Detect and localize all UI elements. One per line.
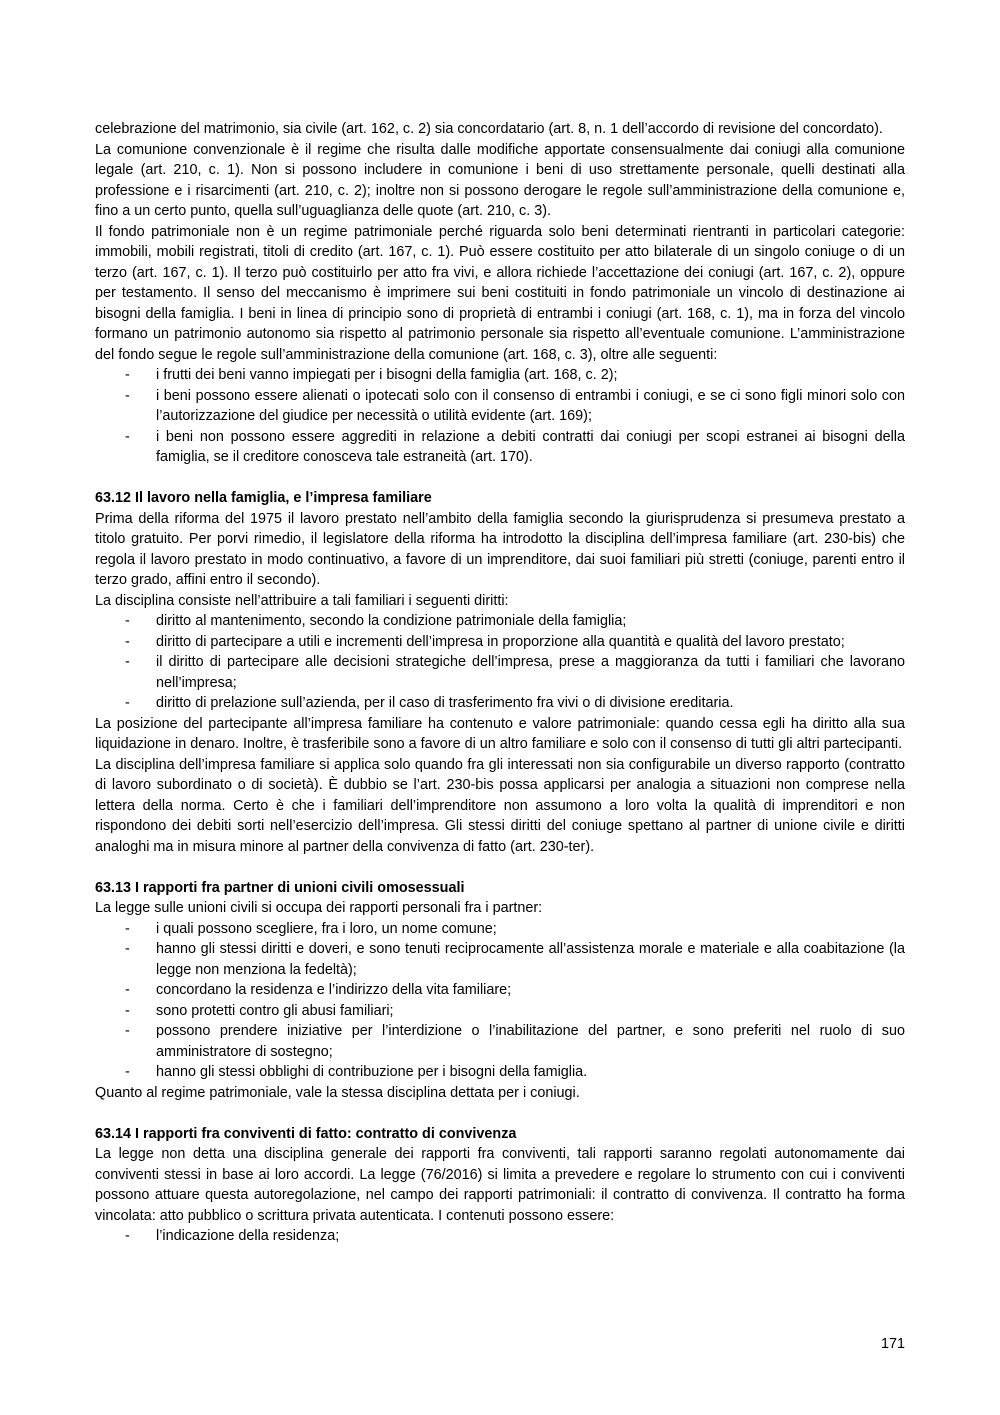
paragraph: La legge sulle unioni civili si occupa dei rapporti personali fra i partner: <box>95 900 543 916</box>
list-item-text: concordano la residenza e l’indirizzo della vita familiare; <box>156 982 512 998</box>
list-item-text: diritto di partecipare a utili e incrementi dell’impresa in proporzione alla quantità e qualità del lavoro prestato; <box>156 633 845 650</box>
bullet-list <box>95 365 905 468</box>
list-item-text: i beni possono essere alienati o ipotecati solo con il consenso di entrambi i coniugi, e se ci sono figli minori solo con l’autorizzazione del giudice per necessità o utilità evidente (art. 169); <box>156 387 905 424</box>
bullet-dash: - <box>125 982 130 998</box>
section-heading: 63.12 Il lavoro nella famiglia, e l’impresa familiare <box>95 490 432 506</box>
list-item-text: sono protetti contro gli abusi familiari; <box>156 1002 394 1019</box>
page-number: 171 <box>880 1336 905 1352</box>
paragraph: La disciplina consiste nell’attribuire a tali familiari i seguenti diritti: <box>95 592 509 609</box>
list-item <box>95 1226 905 1247</box>
list-item-text: i quali possono scegliere, fra i loro, un nome comune; <box>156 920 497 937</box>
list-item-text: i beni non possono essere aggrediti in relazione a debiti contratti dai coniugi per scopi estranei ai bisogni della famiglia, se il creditore conosceva tale estraneità (art. 170). <box>156 428 905 465</box>
list-item-text: possono prendere iniziative per l’interdizione o l’inabilitazione del partner, e sono preferiti nel ruolo di suo amministratore di sostegno; <box>156 1023 905 1060</box>
bullet-dash: - <box>125 1228 130 1244</box>
bullet-dash: - <box>125 1064 130 1080</box>
list-item-text: i frutti dei beni vanno impiegati per i bisogni della famiglia (art. 168, c. 2); <box>156 367 618 383</box>
paragraph: Quanto al regime patrimoniale, vale la stessa disciplina dettata per i coniugi. <box>95 1084 580 1101</box>
list-item <box>95 1062 905 1083</box>
paragraph: Il fondo patrimoniale non è un regime patrimoniale perché riguarda solo beni determinati rientranti in particolari categorie: immobili, mobili registrati, titoli di credito (art. 167, c. 1). Può essere costituito per atto bilaterale di un singolo coniuge o di un terzo (art. 167, c. 1). Il terzo può costituirlo per atto fra vivi, e allora richiede l’accettazione dei coniugi (art. 167, c. 2), oppure per testamento. Il senso del meccanismo è imprimere sui beni costituiti in fondo patrimoniale un vincolo di destinazione ai bisogni della famiglia. I beni in linea di principio sono di proprietà di entrambi i coniugi (art. 168, c. 1), ma in forza del vincolo formano un patrimonio autonomo sia rispetto al patrimonio personale sia rispetto all’eventuale comunione. L’amministrazione del fondo segue le regole sull’amministrazione della comunione (art. 168, c. 3), oltre alle seguenti: <box>95 223 905 363</box>
bullet-list <box>95 611 905 714</box>
list-item <box>95 1001 905 1022</box>
list-item-text: diritto al mantenimento, secondo la condizione patrimoniale della famiglia; <box>156 613 627 629</box>
list-item-text: l’indicazione della residenza; <box>156 1228 340 1244</box>
list-item <box>95 652 905 693</box>
bullet-dash: - <box>125 1023 130 1039</box>
bullet-dash: - <box>125 654 130 670</box>
bullet-dash: - <box>125 387 130 404</box>
list-item <box>95 980 905 1001</box>
list-item <box>95 919 905 940</box>
list-item <box>95 427 905 468</box>
bullet-dash: - <box>125 613 130 629</box>
bullet-dash: - <box>125 1002 130 1019</box>
list-item <box>95 611 905 632</box>
bullet-dash: - <box>125 367 130 383</box>
list-item <box>95 693 905 714</box>
bullet-dash: - <box>125 633 130 650</box>
bullet-dash: - <box>125 941 130 957</box>
list-item <box>95 365 905 386</box>
document-page <box>95 119 905 1247</box>
paragraph: Prima della riforma del 1975 il lavoro prestato nell’ambito della famiglia secondo la giurisprudenza si presumeva prestato a titolo gratuito. Per porvi rimedio, il legislatore della riforma ha introdotto la disciplina dell’impresa familiare (art. 230-bis) che regola il lavoro prestato in modo continuativo, a favore di un imprenditore, dai suoi familiari più stretti (coniuge, parenti entro il terzo grado, affini entro il secondo). <box>95 510 905 588</box>
list-item <box>95 386 905 427</box>
list-item-text: diritto di prelazione sull’azienda, per il caso di trasferimento fra vivi o di divisione ereditaria. <box>156 695 734 711</box>
list-item <box>95 939 905 980</box>
paragraph: La disciplina dell’impresa familiare si applica solo quando fra gli interessati non sia configurabile un diverso rapporto (contratto di lavoro subordinato o di società). È dubbio se l’art. 230-bis possa applicarsi per analogia a situazioni non comprese nella lettera della norma. Certo è che i familiari dell’imprenditore non assumono a loro volta la qualità di imprenditori e non rispondono dei debiti sorti nell’esercizio dell’impresa. Gli stessi diritti del coniuge spettano al partner di unione civile e diritti analoghi ma in misura minore al partner della convivenza di fatto (art. 230-ter). <box>95 756 905 855</box>
list-item-text: hanno gli stessi obblighi di contribuzione per i bisogni della famiglia. <box>156 1064 588 1080</box>
paragraph: La legge non detta una disciplina generale dei rapporti fra conviventi, tali rapporti saranno regolati autonomamente dai conviventi stessi in base ai loro accordi. La legge (76/2016) si limita a prevedere e regolare lo strumento con cui i conviventi possono attuare questa autoregolazione, nel campo dei rapporti patrimoniali: il contratto di convivenza. Il contratto ha forma vincolata: atto pubblico o scrittura privata autenticata. I contenuti possono essere: <box>95 1146 905 1224</box>
bullet-dash: - <box>125 695 130 711</box>
bullet-dash: - <box>125 920 130 937</box>
paragraph: celebrazione del matrimonio, sia civile (art. 162, c. 2) sia concordatario (art. 8, n. 1 dell’accordo di revisione del concordato). <box>95 121 883 137</box>
section-heading: 63.13 I rapporti fra partner di unioni civili omosessuali <box>95 879 465 896</box>
bullet-dash: - <box>125 428 130 445</box>
list-item <box>95 1021 905 1062</box>
paragraph: La posizione del partecipante all’impresa familiare ha contenuto e valore patrimoniale: quando cessa egli ha diritto alla sua liquidazione in denaro. Inoltre, è trasferibile sono a favore di un altro familiare e solo con il consenso di tutti gli altri partecipanti. <box>95 715 905 752</box>
list-item-text: il diritto di partecipare alle decisioni strategiche dell’impresa, prese a maggioranza da tutti i familiari che lavorano nell’impresa; <box>156 654 905 691</box>
bullet-list <box>95 1226 905 1247</box>
list-item-text: hanno gli stessi diritti e doveri, e sono tenuti reciprocamente all’assistenza morale e materiale e alla coabitazione (la legge non menziona la fedeltà); <box>156 941 905 978</box>
bullet-list <box>95 919 905 1083</box>
list-item <box>95 632 905 653</box>
paragraph: La comunione convenzionale è il regime che risulta dalle modifiche apportate consensualmente dai coniugi alla comunione legale (art. 210, c. 1). Non si possono includere in comunione i beni di uso strettamente personale, quelli destinati alla professione e i risarcimenti (art. 210, c. 2); inoltre non si possono derogare le regole sull’amministrazione della comunione e, fino a un certo punto, quella sull’uguaglianza delle quote (art. 210, c. 3). <box>95 141 905 219</box>
section-heading: 63.14 I rapporti fra conviventi di fatto: contratto di convivenza <box>95 1125 517 1142</box>
